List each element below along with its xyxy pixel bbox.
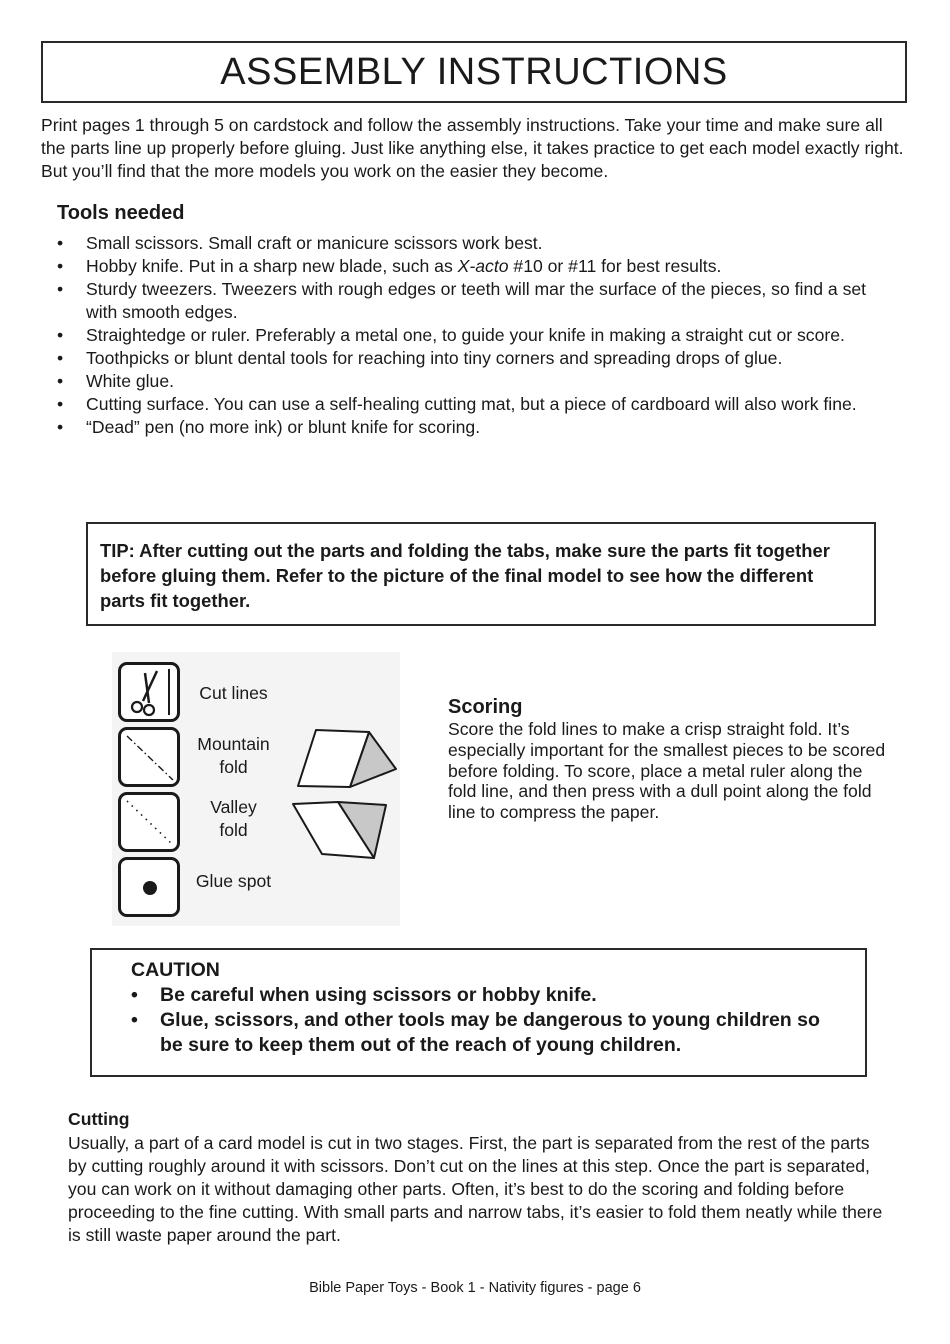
valley-fold-label-line2: fold [219, 820, 248, 840]
tool-item: • Sturdy tweezers. Tweezers with rough edges or teeth will mar the surface of the pieces, so find a set with smooth edges. [57, 278, 877, 324]
mountain-fold-line-icon [121, 730, 177, 784]
tool-item: • Straightedge or ruler. Preferably a metal one, to guide your knife in making a straight cut or score. [57, 324, 877, 347]
caution-item: • Be careful when using scissors or hobby knife. [131, 983, 845, 1008]
cutting-text: Usually, a part of a card model is cut in two stages. First, the part is separated from the rest of the parts by cutting roughly around it with scissors. Don’t cut on the lines at this step. Once the part is separated, you can work on it without damaging other parts. Often, it’s best to do the scoring and folding before proceeding to the fine cutting. With small parts and narrow tabs, it’s easier to fold them neatly while there is still waste paper around the part. [68, 1133, 883, 1245]
cutting-heading: Cutting [68, 1109, 130, 1129]
page-title: ASSEMBLY INSTRUCTIONS [220, 50, 728, 93]
tools-list [57, 232, 877, 439]
tip-box: TIP: After cutting out the parts and folding the tabs, make sure the parts fit together before gluing them. Refer to the picture of the final model to see how the different parts fit together. [86, 522, 876, 626]
tool-brand: X-acto [457, 256, 509, 276]
valley-fold-symbol [118, 792, 180, 852]
mountain-fold-illustration [294, 724, 400, 790]
scoring-text: Score the fold lines to make a crisp straight fold. It’s especially important for the smallest pieces to be scored before folding. To score, place a metal ruler along the fold line, and then press with a dull point along the fold line to compress the paper. [448, 719, 886, 823]
tool-item: • Small scissors. Small craft or manicure scissors work best. [57, 232, 877, 255]
valley-fold-label-line1: Valley [210, 797, 257, 817]
tool-item: • Cutting surface. You can use a self-healing cutting mat, but a piece of cardboard will also work fine. [57, 393, 877, 416]
cut-lines-symbol [118, 662, 180, 722]
tool-item-text: #10 or #11 for best results. [508, 256, 722, 276]
tool-item: • Toothpicks or blunt dental tools for reaching into tiny corners and spreading drops of glue. [57, 347, 877, 370]
glue-spot-symbol [118, 857, 180, 917]
caution-box [90, 948, 867, 1077]
valley-fold-illustration [290, 798, 396, 862]
glue-spot-label: Glue spot [195, 871, 272, 891]
caution-list [131, 983, 845, 1058]
valley-fold-line-icon [121, 795, 177, 849]
title-box [41, 41, 907, 103]
cut-lines-label: Cut lines [199, 683, 268, 703]
tool-item: • “Dead” pen (no more ink) or blunt knife for scoring. [57, 416, 877, 439]
page-footer: Bible Paper Toys - Book 1 - Nativity figures - page 6 [309, 1280, 641, 1296]
mountain-fold-symbol [118, 727, 180, 787]
tool-item [57, 255, 877, 278]
intro-paragraph: Print pages 1 through 5 on cardstock and follow the assembly instructions. Take your time and make sure all the parts line up properly before gluing. Just like anything else, it takes practice to get each model exactly right. But you’ll find that the more models you work on the easier they become. [41, 115, 904, 181]
tools-heading: Tools needed [57, 202, 185, 224]
tool-item: • White glue. [57, 370, 877, 393]
tool-item-text: Hobby knife. Put in a sharp new blade, such as [86, 256, 458, 276]
scoring-heading: Scoring [448, 696, 523, 718]
mountain-fold-label [186, 733, 281, 779]
glue-dot-icon [121, 860, 177, 914]
mountain-fold-label-line1: Mountain [197, 734, 270, 754]
scissors-icon [121, 665, 177, 719]
valley-fold-label [186, 796, 281, 842]
mountain-fold-label-line2: fold [219, 757, 248, 777]
caution-item: • Glue, scissors, and other tools may be dangerous to young children so be sure to keep them out of the reach of young children. [131, 1008, 845, 1058]
caution-heading: CAUTION [131, 959, 220, 981]
